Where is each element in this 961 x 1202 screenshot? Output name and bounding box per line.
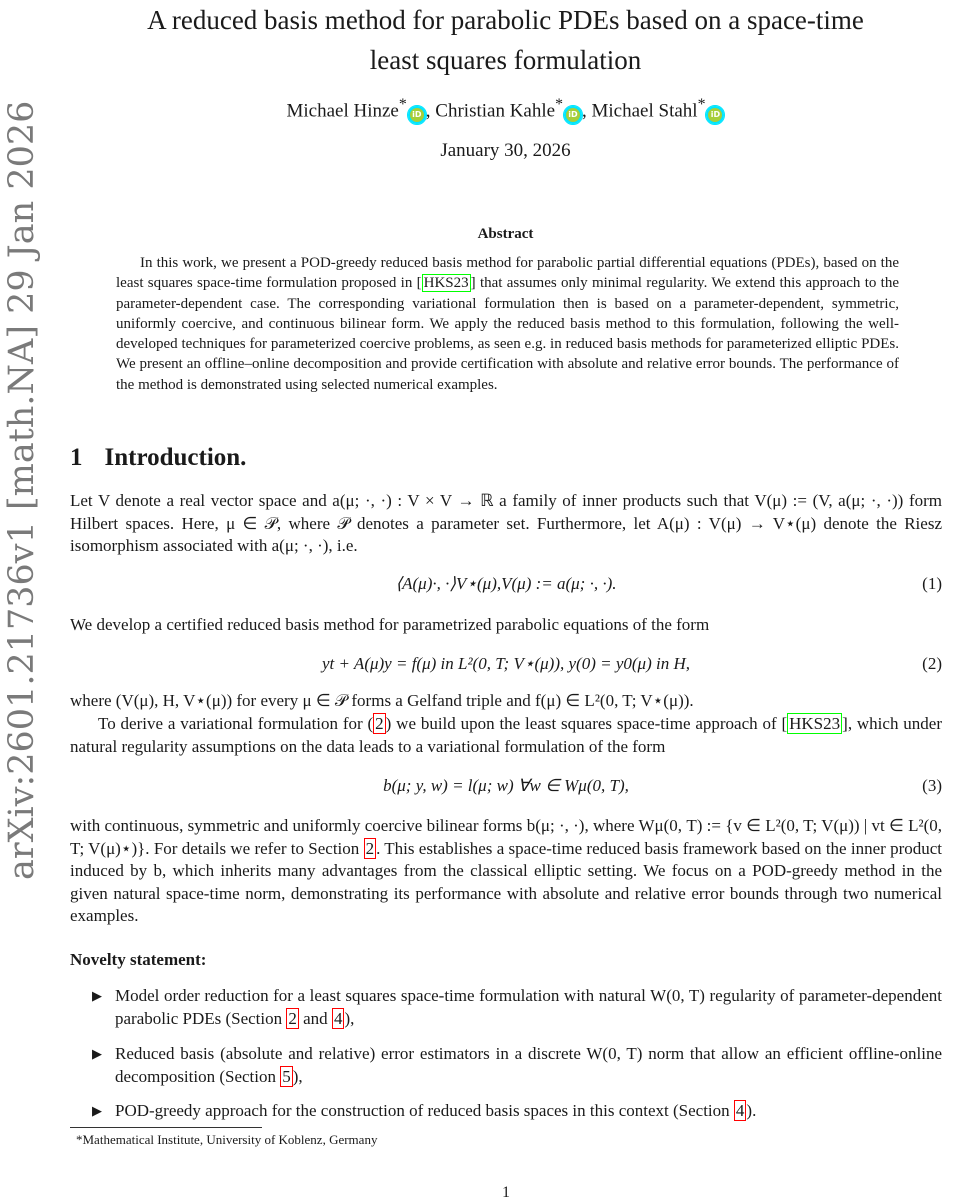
bullet-triangle-icon: ▶ xyxy=(92,988,102,1003)
section-link[interactable]: 2 xyxy=(288,1008,297,1028)
author-name: Michael Hinze xyxy=(286,100,399,122)
intro-paragraph-1: Let V denote a real vector space and a(μ; ·, ·) : V × V → ℝ a family of inner products such that V(μ) := (V, a(μ; ·, ·)) form Hilbert spaces. Here, μ ∈ 𝒫, where 𝒫 denotes a parameter set. Furthermore, let A(μ) : V(μ) → V⋆(μ) denote the Riesz isomorphism associated with a(μ; ·, ·), i.e. xyxy=(70,491,942,555)
author-list: Michael Hinze*iD , Christian Kahle*iD , Michael Stahl*iD xyxy=(70,96,941,124)
equation-body: yt + A(μ)y = f(μ) in L²(0, T; V⋆(μ)), y(0) = y0(μ) in H, xyxy=(322,654,690,673)
equation-number: (1) xyxy=(922,574,942,593)
equation-body: b(μ; y, w) = l(μ; w) ∀w ∈ Wμ(0, T), xyxy=(383,776,629,795)
text-run: ), xyxy=(292,1066,303,1086)
footnote-rule xyxy=(70,1127,262,1128)
bullet-triangle-icon: ▶ xyxy=(92,1103,102,1118)
novelty-heading: Novelty statement: xyxy=(70,950,207,969)
equation-link[interactable]: 2 xyxy=(375,714,384,733)
orcid-icon[interactable]: iD xyxy=(408,106,426,124)
author-mark: * xyxy=(697,96,706,113)
author-mark: * xyxy=(398,96,407,113)
abstract-part: that assumes only minimal regularity. We extend this approach to the parameter-dependent case. The corresponding variational formulation then is based on a parameter-dependent, symmetric, uniformly coercive, and continuous bilinear form. We apply the reduced basis method to this formulation, following the well-developed techniques for parameterized coercive problems, as seen e.g. in reduced basis methods for parameterized elliptic PDEs. We present an offline–online decomposition and provide certification with absolute and relative error bounds. The performance of the method is demonstrated using selected numerical examples. xyxy=(116,275,899,393)
abstract-part: In this work, we present a POD-greedy reduced basis method for parabolic partial differential equations (PDEs), based on the least squares space-time formulation proposed in xyxy=(116,255,899,292)
text-run: , which under natural regularity assumptions on the data leads to a variational formulation of the form xyxy=(70,714,942,756)
intro-paragraph-4: To derive a variational formulation for ( 2 ) we build upon the least squares space-time approach of [ HKS23 ], which under natural regularity assumptions on the data leads to a variational formulation of the form xyxy=(70,714,942,756)
text-run: ), xyxy=(344,1008,355,1028)
citation-link[interactable]: HKS23 xyxy=(789,714,841,733)
author-name: Michael Stahl xyxy=(591,100,698,122)
text-run: with continuous, symmetric and uniformly coercive bilinear forms b(μ; ·, ·), where Wμ(0, T) := {v ∈ L²(0, T; V(μ)) | vt ∈ L²(0, T; V(μ)⋆)}. For details we refer to Section xyxy=(70,816,942,858)
equation-number: (2) xyxy=(922,654,942,673)
bullet-triangle-icon: ▶ xyxy=(92,1046,102,1061)
citation-link[interactable]: HKS23 xyxy=(423,275,469,292)
intro-paragraph-5 xyxy=(70,815,942,928)
text-run: ) we build upon the least squares space-time approach of xyxy=(385,714,782,733)
abstract-heading: Abstract xyxy=(477,226,534,242)
equation-body: ⟨A(μ)·, ·⟩V⋆(μ),V(μ) := a(μ; ·, ·). xyxy=(395,574,617,593)
section-link[interactable]: 4 xyxy=(735,1101,745,1120)
orcid-icon[interactable]: iD xyxy=(564,106,582,124)
text-run: Model order reduction for a least squares space-time formulation with natural W(0, T) regularity of parameter-dependent parabolic PDEs (Section xyxy=(115,986,942,1028)
novelty-item xyxy=(92,1043,942,1088)
arxiv-identifier[interactable]: arXiv:2601.21736v1 [math.NA] 29 Jan 2026 xyxy=(2,100,42,880)
title-line-1: A reduced basis method for parabolic PDEs based on a space-time xyxy=(147,5,864,35)
arxiv-sidebar xyxy=(2,100,52,880)
text-run: . This establishes a space-time reduced basis framework based on the inner product induced by b, which inherits many advantages from the classical elliptic setting. We focus on a POD-greedy method in the given natural space-time norm, demonstrating its performance with absolute and relative error bounds through two numerical examples. xyxy=(70,838,942,925)
abstract-text: In this work, we present a POD-greedy reduced basis method for parabolic partial differential equations (PDEs), based on the least squares space-time formulation proposed in [ HKS23 ] that assumes only minimal regularity. We extend this approach to the parameter-dependent case. The corresponding variational formulation then is based on a parameter-dependent, symmetric, uniformly coercive, and continuous bilinear form. We apply the reduced basis method to this formulation, following the well-developed techniques for parameterized coercive problems, as seen e.g. in reduced basis methods for parameterized elliptic PDEs. We present an offline–online decomposition and provide certification with absolute and relative error bounds. The performance of the method is demonstrated using selected numerical examples. xyxy=(116,255,899,393)
paper-title xyxy=(70,0,941,80)
text-run: Reduced basis (absolute and relative) error estimators in a discrete W(0, T) norm that allow an efficient offline-online decomposition (Section xyxy=(115,1044,942,1086)
section-heading xyxy=(70,444,246,472)
text-run: POD-greedy approach for the construction of reduced basis spaces in this context (Section xyxy=(115,1101,734,1120)
intro-paragraph-2: We develop a certified reduced basis method for parametrized parabolic equations of the form xyxy=(70,615,710,634)
section-link[interactable]: 5 xyxy=(282,1066,291,1086)
intro-paragraph-3: where (V(μ), H, V⋆(μ)) for every μ ∈ 𝒫 forms a Gelfand triple and f(μ) ∈ L²(0, T; V⋆(μ)). xyxy=(70,691,694,710)
text-run: ). xyxy=(746,1101,757,1120)
section-link[interactable]: 2 xyxy=(365,838,375,858)
section-number: 1 xyxy=(70,444,83,471)
author-mark: * xyxy=(555,96,563,113)
section-title: Introduction. xyxy=(104,444,247,471)
page-number: 1 xyxy=(502,1184,510,1201)
novelty-item xyxy=(92,985,942,1030)
orcid-icon[interactable]: iD xyxy=(706,106,724,124)
footnote-affiliation: *Mathematical Institute, University of Koblenz, Germany xyxy=(76,1132,378,1147)
novelty-item xyxy=(92,1100,942,1123)
section-link[interactable]: 4 xyxy=(333,1008,343,1028)
paper-date: January 30, 2026 xyxy=(440,140,571,161)
equation-number: (3) xyxy=(922,776,942,795)
text-run: To derive a variational formulation for ( xyxy=(98,714,374,733)
title-line-2: least squares formulation xyxy=(369,45,642,75)
text-run: and xyxy=(298,1008,332,1028)
author-name: Christian Kahle xyxy=(435,100,556,122)
